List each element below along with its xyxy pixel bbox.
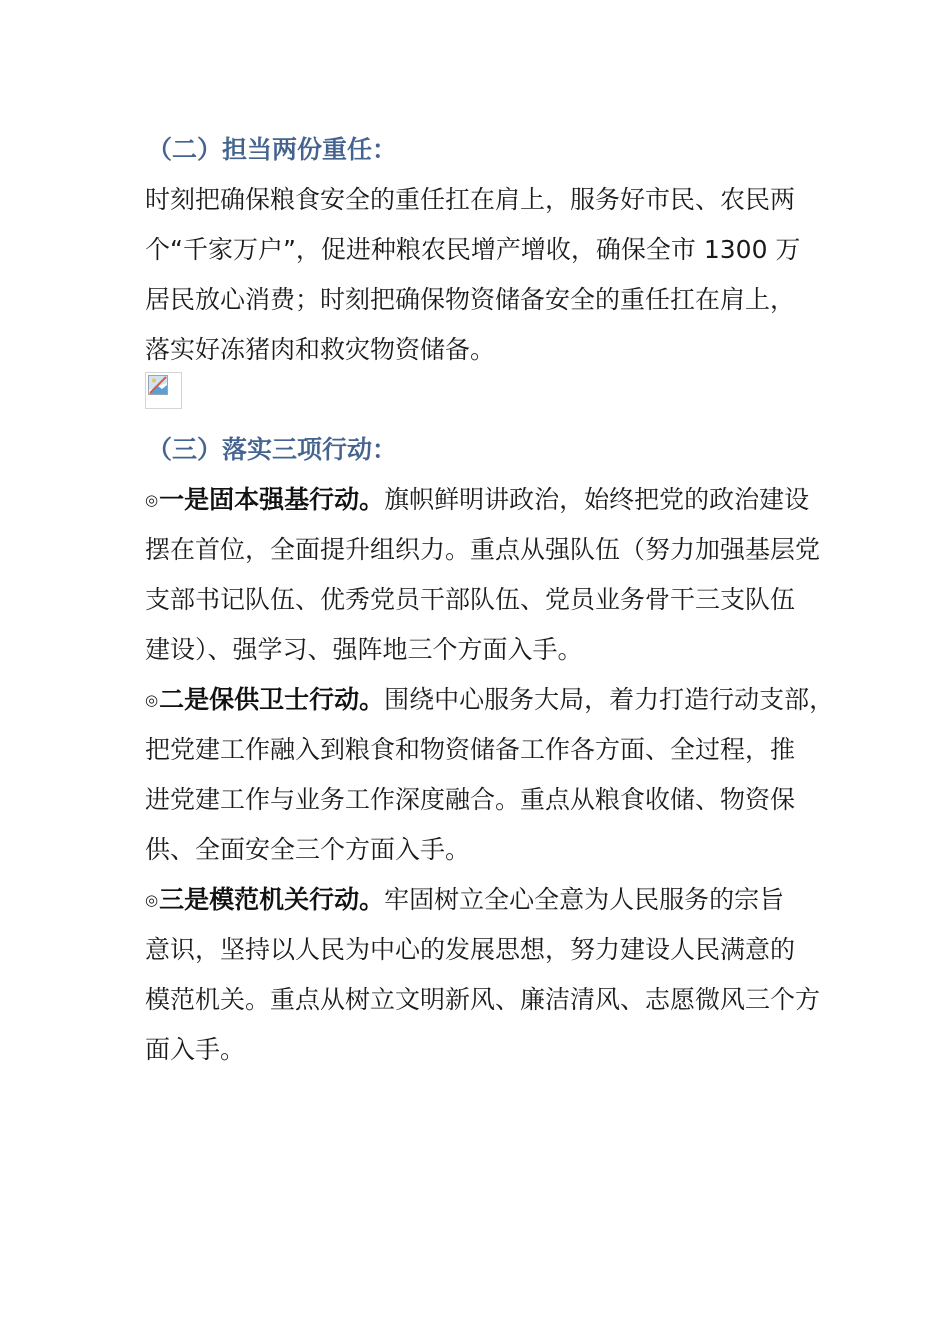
paragraph-line [145,675,845,725]
action-text: 牢固树立全心全意为人民服务的宗旨 [384,885,785,914]
paragraph-line: 支部书记队伍、优秀党员干部队伍、党员业务骨干三支队伍 [145,585,796,614]
image-placeholder-row [145,375,845,425]
paragraph-line: 落实好冻猪肉和救灾物资储备。 [145,335,496,364]
action-text: 旗帜鲜明讲政治，始终把党的政治建设 [384,485,810,514]
action-title: 二是保供卫士行动。 [159,685,385,714]
paragraph-line [145,475,845,525]
bullet-marker: ◎ [145,491,159,509]
bullet-marker: ◎ [145,691,159,709]
paragraph-line: 居民放心消费；时刻把确保物资储备安全的重任扛在肩上， [145,285,796,314]
action-title: 三是模范机关行动。 [159,885,385,914]
broken-image-icon [145,372,182,409]
paragraph-line: 意识，坚持以人民为中心的发展思想，努力建设人民满意的 [145,935,796,964]
section-heading-3: （三）落实三项行动： [147,435,398,464]
section-heading-2: （二）担当两份重任： [147,135,398,164]
action-text: 围绕中心服务大局，着力打造行动支部， [384,685,835,714]
action-title: 一是固本强基行动。 [159,485,385,514]
paragraph-line: 面入手。 [145,1035,246,1064]
paragraph-line: 进党建工作与业务工作深度融合。重点从粮食收储、物资保 [145,785,796,814]
paragraph-line: 时刻把确保粮食安全的重任扛在肩上，服务好市民、农民两 [145,185,796,214]
action-item-1 [145,475,845,675]
action-item-2 [145,675,845,875]
bullet-marker: ◎ [145,891,159,909]
paragraph-line: 建设）、强学习、强阵地三个方面入手。 [145,635,583,664]
paragraph-line [145,875,845,925]
document-page [145,125,845,1075]
action-item-3 [145,875,845,1075]
paragraph-line: 把党建工作融入到粮食和物资储备工作各方面、全过程，推 [145,735,796,764]
paragraph-line: 供、全面安全三个方面入手。 [145,835,471,864]
section-2-paragraph [145,175,845,375]
paragraph-line: 模范机关。重点从树立文明新风、廉洁清风、志愿微风三个方 [145,985,821,1014]
paragraph-line: 个“千家万户”，促进种粮农民增产增收，确保全市 1300 万 [145,235,801,264]
paragraph-line: 摆在首位，全面提升组织力。重点从强队伍（努力加强基层党 [145,535,821,564]
